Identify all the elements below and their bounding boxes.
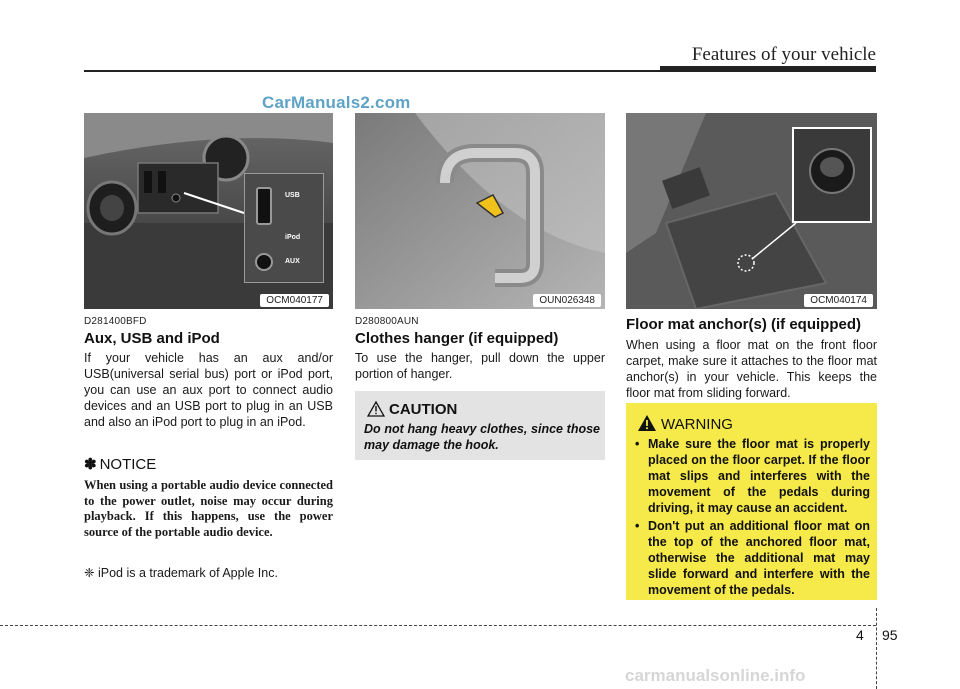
header-rule	[84, 70, 660, 72]
warning-title: WARNING	[661, 416, 733, 433]
section-code: D281400BFD	[84, 316, 147, 327]
page-number: 95	[882, 627, 898, 643]
anchor-closeup-inset	[792, 127, 872, 223]
page-chapter: 4	[856, 627, 864, 643]
caution-title: CAUTION	[389, 401, 458, 418]
header-rule-accent	[660, 66, 876, 72]
notice-symbol: ✽	[84, 456, 97, 473]
trademark-symbol: ❈	[84, 566, 95, 580]
photo-aux-usb-ipod	[84, 113, 333, 309]
footer-divider	[876, 608, 877, 689]
section-heading: Clothes hanger (if equipped)	[355, 330, 559, 347]
notice-title-text: NOTICE	[99, 456, 157, 473]
footer-rule	[0, 625, 876, 626]
warning-item: • Don't put an additional floor mat on the top of the anchored floor mat, otherwise the additional mat may slide forward and interfere with the movement of the pedals.	[634, 518, 870, 598]
caution-text: Do not hang heavy clothes, since those may damage the hook.	[364, 422, 600, 452]
photo-code: OUN026348	[533, 294, 601, 307]
section-heading: Floor mat anchor(s) (if equipped)	[626, 316, 861, 333]
page-header-title: Features of your vehicle	[691, 44, 876, 65]
aux-label: AUX	[285, 258, 300, 265]
photo-code: OCM040174	[804, 294, 873, 307]
section-code: D280800AUN	[355, 316, 419, 327]
caution-box	[355, 391, 605, 460]
section-body: When using a floor mat on the front floor carpet, make sure it attaches to the floor mat anchor(s) in your vehicle. This keeps the floor mat from sliding forward.	[626, 338, 877, 400]
port-closeup-inset	[244, 173, 324, 283]
photo-floor-mat-anchor	[626, 113, 877, 309]
watermark-top: CarManuals2.com	[262, 93, 411, 112]
section-body: If your vehicle has an aux and/or USB(universal serial bus) port or iPod port, you can use an aux port to connect audio devices and an USB port to plug in an USB and also an iPod port to plug in an iPod.	[84, 351, 333, 429]
warning-item: • Make sure the floor mat is properly placed on the floor carpet. If the floor mat slips and interferes with the movement of the pedals during driving, it may cause an accident.	[634, 436, 870, 516]
watermark-bottom: carmanualsonline.info	[625, 666, 806, 685]
trademark-text: iPod is a trademark of Apple Inc.	[97, 566, 278, 580]
section-body: To use the hanger, pull down the upper portion of hanger.	[355, 351, 605, 381]
section-heading: Aux, USB and iPod	[84, 330, 220, 347]
ipod-label: iPod	[285, 234, 301, 241]
photo-code: OCM040177	[260, 294, 329, 307]
warning-list	[634, 436, 870, 600]
warning-box	[626, 403, 877, 600]
notice-body: When using a portable audio device connected to the power outlet, noise may occur during playback. If this happens, use the power source of the portable audio device.	[84, 478, 333, 539]
warning-icon	[637, 414, 657, 432]
usb-label: USB	[285, 192, 300, 199]
notice-title	[84, 455, 156, 473]
caution-icon	[367, 401, 385, 417]
photo-clothes-hanger	[355, 113, 605, 309]
trademark-note	[84, 565, 278, 580]
